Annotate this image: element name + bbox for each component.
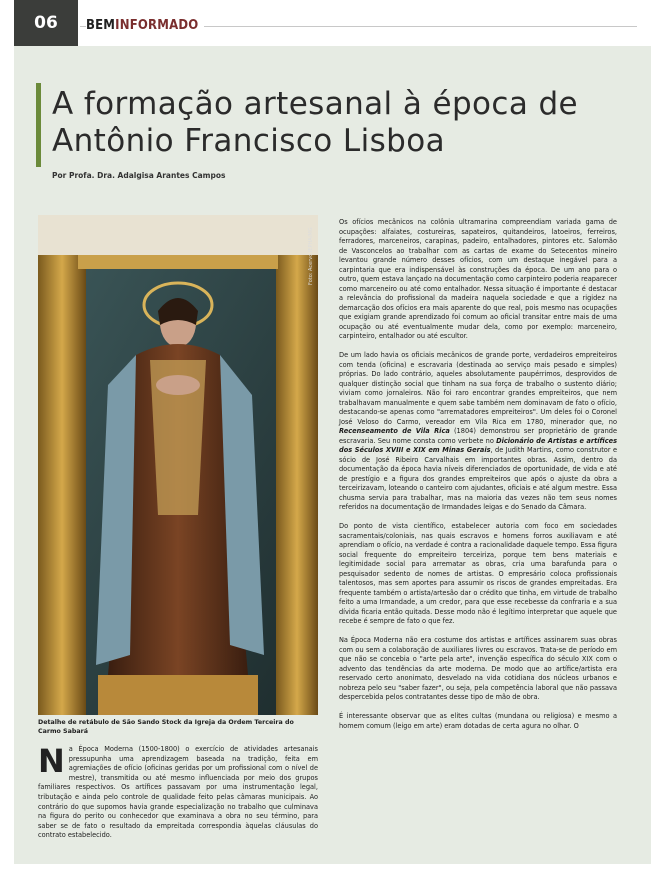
photo-credit: Foto: Acervo IEPHA/MG xyxy=(308,227,314,285)
title-line-1: A formação artesanal à época de xyxy=(52,86,579,122)
intro-paragraph xyxy=(38,742,318,841)
paragraph-5: É interessante observar que as elites cultas (mundana ou religiosa) e mesmo a homem comum (leigo em arte) eram dotadas de certa agura no olhar. O xyxy=(339,712,617,730)
paragraph-2-part-c: , de Judith Martins, como construtor e sócio de José Ribeiro Carvalhais em importantes obras. Assim, dentro da documentação da época havia níveis diferenciados de oportunidade, de vida e até de prestígio e a figura dos grandes empreiteiros que após o ajuste da obra a terceirizavam, loteando o canteiro com ajudantes, oficiais e até algum mestre. Essa chusma servia para trabalhar, mas na maioria das vezes não tem seus nomes referidos na documentação de Irmandades leigas e do Senado da Câmara. xyxy=(339,446,617,511)
title-line-2: Antônio Francisco Lisboa xyxy=(52,123,445,159)
drop-cap: N xyxy=(38,742,65,780)
title-accent-bar xyxy=(36,83,41,167)
byline: Por Profa. Dra. Adalgisa Arantes Campos xyxy=(52,171,226,180)
article-photo xyxy=(38,215,318,715)
paragraph-1: Os ofícios mecânicos na colônia ultramarina compreendiam variada gama de ocupações: alfaiates, costureiras, sapateiros, quitandeiros, latoeiros, ferreiros, ferradores, marceneiros, carapinas, padeiro, entalhadores, pintores etc. Salomão de Vasconcelos ao trabalhar com as cartas de exame do Setecentos mineiro levantou grande número desses ofícios, com um destaque inegável para a carpintaria que era indispensável às construções da época. De um ano para o outro, quem estava lançado na documentação como carpinteiro poderia reaparecer como marceneiro ou até como entalhador. Nessa situação é importante é destacar a relevância do profissional da madeira naquela sociedade e que a rigidez na demarcação dos ofícios era mais aparente do que real, pois mesmo nas ocupações que exigiam grande aprendizado foi comum ao oficial transitar entre mais de uma ocupação ou até eventualmente mudar dela, como por exemplo: marceneiro, carpinteiro, entalhador ou até escultor. xyxy=(339,218,617,340)
article-title xyxy=(52,86,632,160)
paragraph-2-italic-1: Recenseamento de Vila Rica xyxy=(339,427,450,435)
page-number: 06 xyxy=(14,0,78,46)
paragraph-2 xyxy=(339,351,617,513)
photo-caption: Detalhe de retábulo de São Sando Stock da Igreja da Ordem Terceira do Carmo Sabará xyxy=(38,719,294,735)
section-label-part1: BEM xyxy=(86,18,116,33)
paragraph-2-italic-2: Dicionário de Artistas e artífices dos Séculos XVIII e XIX em Minas Gerais xyxy=(339,436,617,454)
paragraph-4: Na Época Moderna não era costume dos artistas e artífices assinarem suas obras com ou sem a colaboração de auxiliares livres ou escravos. Trata-se de período em que não se concebia o "arte pela arte", invenção específica do século XIX com o advento das tendências da arte moderna. De modo que ao artífice/artista era reservado certo anonimato, desvelado na vida cotidiana dos núcleos urbanos e nobreza pelo seu "saber fazer", ou seja, pela competência laboral que não passava despercebida pelos contratantes desse tipo de mão de obra. xyxy=(339,636,617,701)
right-column xyxy=(339,218,617,741)
paragraph-2-part-a: De um lado havia os oficiais mecânicos de grande porte, verdadeiros empreiteiros com tenda (oficina) e escravaria (destinada ao serviço mais pesado e simples) próprias. Do lado contrário, aqueles absolutamente paupérrimos, desprovidos de qualquer distinção social que tinham na sua força de trabalho o sustento diário; viviam como jornaleiros. Não foi raro encontrar grandes empreiteiros, que nem trabalhavam manualmente e quem sabe também nem dominavam de fato o ofício, destacando-se apenas como "arrematadores empreiteiros". Um deles foi o Coronel José Veloso do Carmo, vereador em Vila Rica em 1780, minerador que, no xyxy=(339,351,617,426)
intro-text: a Época Moderna (1500-1800) o exercício de atividades artesanais pressupunha uma aprendizagem baseada na tradição, feita em agremiações de ofício (oficinas geridas por um profissional com o nível de mestre), transmitida ou até mesmo influenciada por meio dos grupos familiares respectivos. Os artífices passavam por uma instrumentação legal, tributação e ainda pelo controle de qualidade feito pelas câmaras municipais. Ao contrário do que supomos havia grande especialização no trabalho que culminava na figura do perito ou conhecedor que examinava a obra no seu término, para saber se de fato o resultado da empreitada correspondia àquelas cláusulas do contrato estabelecido. xyxy=(38,745,318,840)
section-label-part2: INFORMADO xyxy=(115,18,199,33)
paragraph-2-part-b: (1804) demonstrou ser proprietário de grande escravaria. Seu nome consta como verbete no xyxy=(339,427,617,445)
section-label xyxy=(86,18,204,33)
paragraph-3: Do ponto de vista científico, estabelecer autoria com foco em sociedades sacramentais/coloniais, nas quais escravos e homens forros auxiliavam e até aprendiam o ofício, na verdade é contra a racionalidade daquele tempo. Essa figura social frequente do empreiteiro terceiriza, porque tem bens materiais e legitimidade social para arrematar as obras, cria uma barafunda para o pesquisador sedento de nomes de artistas. O empresário coloca profissionais talentosos, mas sem aportes para assumir os riscos de grandes empreitadas. Era frequente também o artista/artesão dar o crédito que tinha, em virtude de trabalho feito a uma Irmandade, a um credor, para que esse recebesse da confraria e a sua dívida ficaria então quitada. Desse modo não é legítimo interpretar que aquele que recebe é sempre de fato o que fez. xyxy=(339,522,617,625)
